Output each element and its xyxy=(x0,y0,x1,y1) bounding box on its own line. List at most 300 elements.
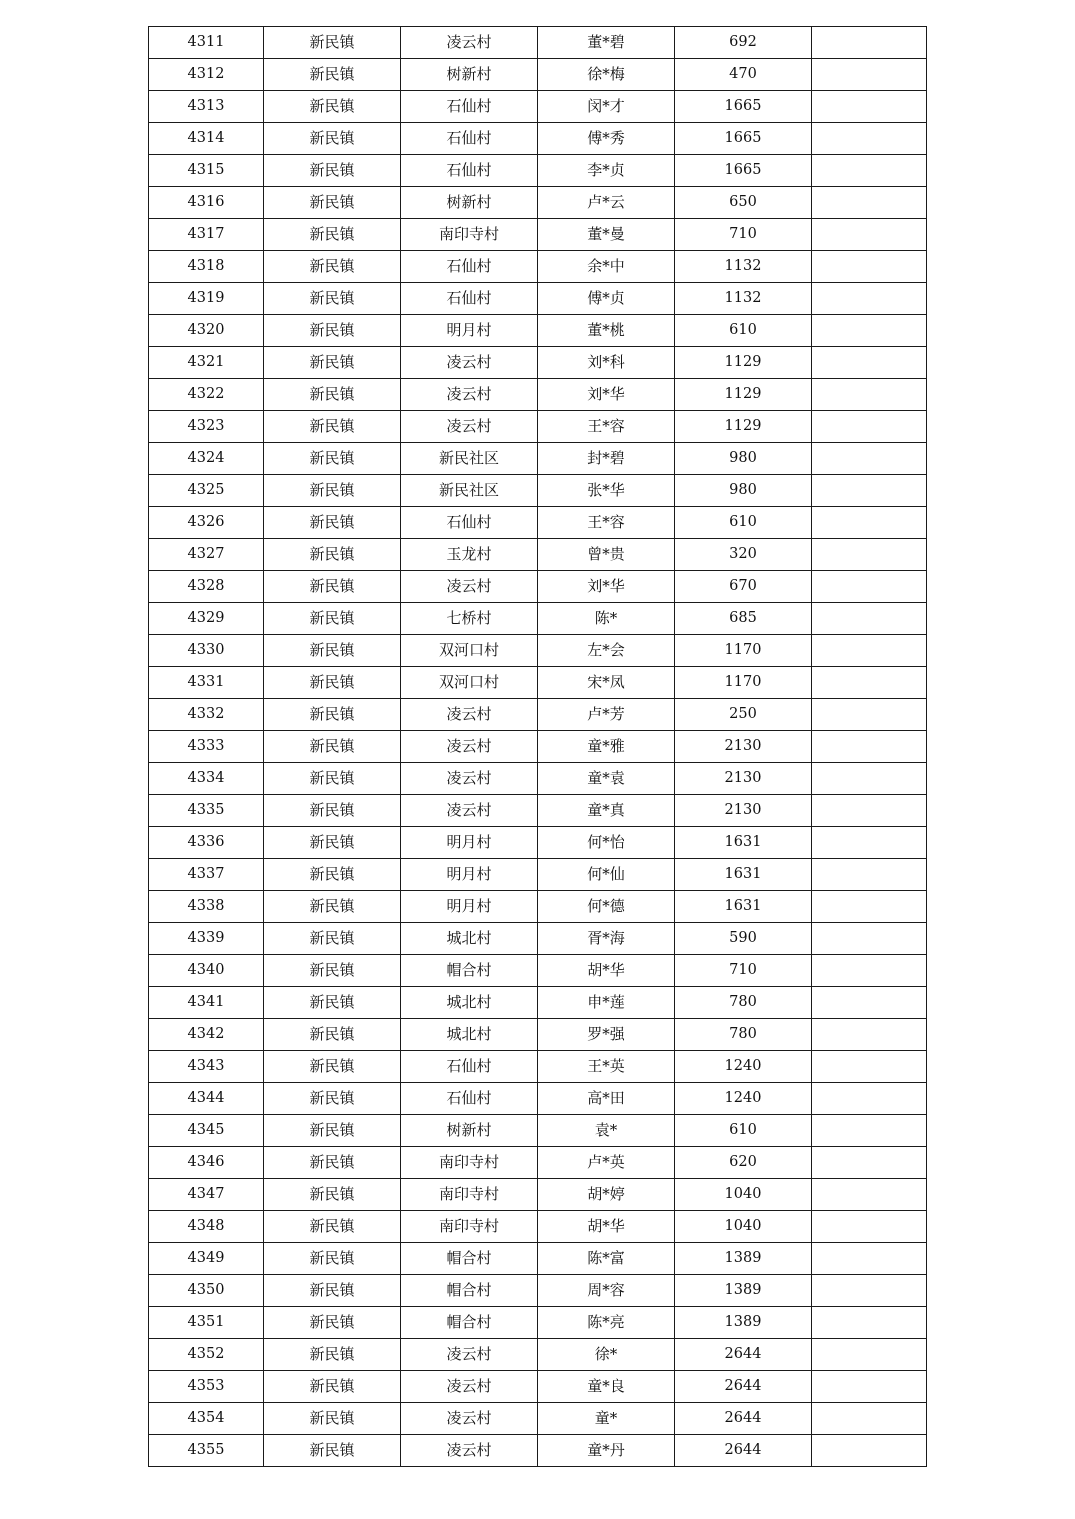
village-cell: 树新村 xyxy=(401,187,538,219)
town-cell: 新民镇 xyxy=(264,507,401,539)
amount-cell: 1040 xyxy=(675,1211,812,1243)
table-row xyxy=(149,1243,927,1275)
town-cell: 新民镇 xyxy=(264,1051,401,1083)
name-cell: 董*碧 xyxy=(538,27,675,59)
amount-cell: 1129 xyxy=(675,411,812,443)
town-cell: 新民镇 xyxy=(264,1211,401,1243)
village-cell: 石仙村 xyxy=(401,1051,538,1083)
town-cell: 新民镇 xyxy=(264,731,401,763)
serial-number-cell: 4314 xyxy=(149,123,264,155)
town-cell: 新民镇 xyxy=(264,1307,401,1339)
table-row xyxy=(149,891,927,923)
table-row xyxy=(149,1179,927,1211)
serial-number-cell: 4340 xyxy=(149,955,264,987)
name-cell: 童*袁 xyxy=(538,763,675,795)
serial-number-cell: 4338 xyxy=(149,891,264,923)
table-row xyxy=(149,411,927,443)
remark-cell xyxy=(812,123,927,155)
name-cell: 宋*凤 xyxy=(538,667,675,699)
name-cell: 童*丹 xyxy=(538,1435,675,1467)
name-cell: 何*德 xyxy=(538,891,675,923)
serial-number-cell: 4355 xyxy=(149,1435,264,1467)
remark-cell xyxy=(812,283,927,315)
village-cell: 凌云村 xyxy=(401,27,538,59)
village-cell: 双河口村 xyxy=(401,635,538,667)
amount-cell: 610 xyxy=(675,315,812,347)
town-cell: 新民镇 xyxy=(264,1435,401,1467)
village-cell: 凌云村 xyxy=(401,763,538,795)
village-cell: 南印寺村 xyxy=(401,1211,538,1243)
remark-cell xyxy=(812,859,927,891)
town-cell: 新民镇 xyxy=(264,443,401,475)
town-cell: 新民镇 xyxy=(264,219,401,251)
table-row xyxy=(149,1307,927,1339)
amount-cell: 2644 xyxy=(675,1339,812,1371)
table-row xyxy=(149,1275,927,1307)
remark-cell xyxy=(812,1275,927,1307)
amount-cell: 780 xyxy=(675,987,812,1019)
name-cell: 申*莲 xyxy=(538,987,675,1019)
remark-cell xyxy=(812,379,927,411)
remark-cell xyxy=(812,187,927,219)
table-container xyxy=(148,26,927,1467)
name-cell: 封*碧 xyxy=(538,443,675,475)
village-cell: 凌云村 xyxy=(401,411,538,443)
table-row xyxy=(149,859,927,891)
town-cell: 新民镇 xyxy=(264,795,401,827)
amount-cell: 1665 xyxy=(675,155,812,187)
village-cell: 石仙村 xyxy=(401,251,538,283)
village-cell: 凌云村 xyxy=(401,795,538,827)
serial-number-cell: 4353 xyxy=(149,1371,264,1403)
town-cell: 新民镇 xyxy=(264,187,401,219)
village-cell: 凌云村 xyxy=(401,347,538,379)
village-cell: 明月村 xyxy=(401,891,538,923)
serial-number-cell: 4311 xyxy=(149,27,264,59)
remark-cell xyxy=(812,763,927,795)
town-cell: 新民镇 xyxy=(264,347,401,379)
village-cell: 帽合村 xyxy=(401,1243,538,1275)
serial-number-cell: 4337 xyxy=(149,859,264,891)
serial-number-cell: 4331 xyxy=(149,667,264,699)
remark-cell xyxy=(812,1147,927,1179)
name-cell: 傅*秀 xyxy=(538,123,675,155)
table-row xyxy=(149,699,927,731)
town-cell: 新民镇 xyxy=(264,59,401,91)
serial-number-cell: 4318 xyxy=(149,251,264,283)
serial-number-cell: 4325 xyxy=(149,475,264,507)
name-cell: 卢*云 xyxy=(538,187,675,219)
town-cell: 新民镇 xyxy=(264,1339,401,1371)
town-cell: 新民镇 xyxy=(264,379,401,411)
remark-cell xyxy=(812,1115,927,1147)
serial-number-cell: 4348 xyxy=(149,1211,264,1243)
amount-cell: 590 xyxy=(675,923,812,955)
remark-cell xyxy=(812,315,927,347)
serial-number-cell: 4341 xyxy=(149,987,264,1019)
name-cell: 何*怡 xyxy=(538,827,675,859)
remark-cell xyxy=(812,795,927,827)
village-cell: 凌云村 xyxy=(401,379,538,411)
remark-cell xyxy=(812,411,927,443)
amount-cell: 1170 xyxy=(675,635,812,667)
name-cell: 童*雅 xyxy=(538,731,675,763)
town-cell: 新民镇 xyxy=(264,539,401,571)
town-cell: 新民镇 xyxy=(264,923,401,955)
remark-cell xyxy=(812,667,927,699)
remark-cell xyxy=(812,1435,927,1467)
town-cell: 新民镇 xyxy=(264,859,401,891)
amount-cell: 710 xyxy=(675,219,812,251)
serial-number-cell: 4327 xyxy=(149,539,264,571)
town-cell: 新民镇 xyxy=(264,1371,401,1403)
serial-number-cell: 4345 xyxy=(149,1115,264,1147)
amount-cell: 980 xyxy=(675,475,812,507)
town-cell: 新民镇 xyxy=(264,1179,401,1211)
amount-cell: 2130 xyxy=(675,731,812,763)
village-cell: 石仙村 xyxy=(401,123,538,155)
table-row xyxy=(149,1083,927,1115)
serial-number-cell: 4316 xyxy=(149,187,264,219)
amount-cell: 1040 xyxy=(675,1179,812,1211)
village-cell: 凌云村 xyxy=(401,1371,538,1403)
village-cell: 城北村 xyxy=(401,987,538,1019)
serial-number-cell: 4312 xyxy=(149,59,264,91)
town-cell: 新民镇 xyxy=(264,667,401,699)
village-cell: 石仙村 xyxy=(401,91,538,123)
remark-cell xyxy=(812,475,927,507)
table-row xyxy=(149,1051,927,1083)
serial-number-cell: 4347 xyxy=(149,1179,264,1211)
remark-cell xyxy=(812,507,927,539)
town-cell: 新民镇 xyxy=(264,1115,401,1147)
remark-cell xyxy=(812,251,927,283)
village-cell: 凌云村 xyxy=(401,1339,538,1371)
table-row xyxy=(149,1339,927,1371)
amount-cell: 685 xyxy=(675,603,812,635)
name-cell: 董*桃 xyxy=(538,315,675,347)
amount-cell: 610 xyxy=(675,1115,812,1147)
name-cell: 胡*婷 xyxy=(538,1179,675,1211)
serial-number-cell: 4326 xyxy=(149,507,264,539)
remark-cell xyxy=(812,987,927,1019)
town-cell: 新民镇 xyxy=(264,1403,401,1435)
village-cell: 石仙村 xyxy=(401,155,538,187)
table-row xyxy=(149,315,927,347)
name-cell: 徐* xyxy=(538,1339,675,1371)
serial-number-cell: 4320 xyxy=(149,315,264,347)
name-cell: 童*良 xyxy=(538,1371,675,1403)
name-cell: 王*容 xyxy=(538,411,675,443)
town-cell: 新民镇 xyxy=(264,763,401,795)
serial-number-cell: 4313 xyxy=(149,91,264,123)
serial-number-cell: 4336 xyxy=(149,827,264,859)
town-cell: 新民镇 xyxy=(264,91,401,123)
remark-cell xyxy=(812,1403,927,1435)
serial-number-cell: 4343 xyxy=(149,1051,264,1083)
town-cell: 新民镇 xyxy=(264,1147,401,1179)
name-cell: 李*贞 xyxy=(538,155,675,187)
serial-number-cell: 4350 xyxy=(149,1275,264,1307)
data-table xyxy=(148,26,927,1467)
remark-cell xyxy=(812,1179,927,1211)
amount-cell: 2644 xyxy=(675,1435,812,1467)
town-cell: 新民镇 xyxy=(264,475,401,507)
amount-cell: 780 xyxy=(675,1019,812,1051)
amount-cell: 2130 xyxy=(675,795,812,827)
amount-cell: 692 xyxy=(675,27,812,59)
name-cell: 张*华 xyxy=(538,475,675,507)
table-row xyxy=(149,1371,927,1403)
table-row xyxy=(149,91,927,123)
table-row xyxy=(149,731,927,763)
remark-cell xyxy=(812,1339,927,1371)
name-cell: 袁* xyxy=(538,1115,675,1147)
town-cell: 新民镇 xyxy=(264,635,401,667)
amount-cell: 1665 xyxy=(675,91,812,123)
village-cell: 双河口村 xyxy=(401,667,538,699)
amount-cell: 610 xyxy=(675,507,812,539)
name-cell: 董*曼 xyxy=(538,219,675,251)
name-cell: 胡*华 xyxy=(538,1211,675,1243)
remark-cell xyxy=(812,443,927,475)
table-row xyxy=(149,763,927,795)
town-cell: 新民镇 xyxy=(264,827,401,859)
village-cell: 帽合村 xyxy=(401,1275,538,1307)
amount-cell: 1389 xyxy=(675,1243,812,1275)
name-cell: 王*英 xyxy=(538,1051,675,1083)
serial-number-cell: 4344 xyxy=(149,1083,264,1115)
amount-cell: 2644 xyxy=(675,1371,812,1403)
name-cell: 卢*英 xyxy=(538,1147,675,1179)
table-row xyxy=(149,603,927,635)
remark-cell xyxy=(812,827,927,859)
serial-number-cell: 4323 xyxy=(149,411,264,443)
serial-number-cell: 4321 xyxy=(149,347,264,379)
remark-cell xyxy=(812,1243,927,1275)
name-cell: 胥*海 xyxy=(538,923,675,955)
town-cell: 新民镇 xyxy=(264,1275,401,1307)
table-row xyxy=(149,283,927,315)
name-cell: 刘*华 xyxy=(538,379,675,411)
serial-number-cell: 4335 xyxy=(149,795,264,827)
table-row xyxy=(149,795,927,827)
table-row xyxy=(149,1147,927,1179)
remark-cell xyxy=(812,923,927,955)
name-cell: 陈*富 xyxy=(538,1243,675,1275)
village-cell: 石仙村 xyxy=(401,507,538,539)
name-cell: 罗*强 xyxy=(538,1019,675,1051)
town-cell: 新民镇 xyxy=(264,1083,401,1115)
amount-cell: 620 xyxy=(675,1147,812,1179)
amount-cell: 2644 xyxy=(675,1403,812,1435)
village-cell: 凌云村 xyxy=(401,571,538,603)
amount-cell: 1129 xyxy=(675,379,812,411)
name-cell: 左*会 xyxy=(538,635,675,667)
name-cell: 王*容 xyxy=(538,507,675,539)
village-cell: 凌云村 xyxy=(401,731,538,763)
amount-cell: 670 xyxy=(675,571,812,603)
village-cell: 凌云村 xyxy=(401,699,538,731)
table-row xyxy=(149,955,927,987)
serial-number-cell: 4315 xyxy=(149,155,264,187)
town-cell: 新民镇 xyxy=(264,283,401,315)
remark-cell xyxy=(812,1211,927,1243)
serial-number-cell: 4324 xyxy=(149,443,264,475)
town-cell: 新民镇 xyxy=(264,27,401,59)
name-cell: 卢*芳 xyxy=(538,699,675,731)
table-row xyxy=(149,827,927,859)
village-cell: 凌云村 xyxy=(401,1435,538,1467)
table-row xyxy=(149,59,927,91)
village-cell: 玉龙村 xyxy=(401,539,538,571)
table-row xyxy=(149,539,927,571)
table-row xyxy=(149,219,927,251)
serial-number-cell: 4342 xyxy=(149,1019,264,1051)
town-cell: 新民镇 xyxy=(264,1243,401,1275)
name-cell: 高*田 xyxy=(538,1083,675,1115)
serial-number-cell: 4349 xyxy=(149,1243,264,1275)
serial-number-cell: 4317 xyxy=(149,219,264,251)
name-cell: 童*真 xyxy=(538,795,675,827)
remark-cell xyxy=(812,27,927,59)
table-row xyxy=(149,27,927,59)
remark-cell xyxy=(812,1019,927,1051)
name-cell: 童* xyxy=(538,1403,675,1435)
remark-cell xyxy=(812,1083,927,1115)
town-cell: 新民镇 xyxy=(264,1019,401,1051)
serial-number-cell: 4329 xyxy=(149,603,264,635)
village-cell: 凌云村 xyxy=(401,1403,538,1435)
table-row xyxy=(149,123,927,155)
village-cell: 南印寺村 xyxy=(401,1179,538,1211)
village-cell: 明月村 xyxy=(401,827,538,859)
town-cell: 新民镇 xyxy=(264,603,401,635)
table-row xyxy=(149,987,927,1019)
name-cell: 余*中 xyxy=(538,251,675,283)
amount-cell: 1240 xyxy=(675,1051,812,1083)
table-body xyxy=(149,27,927,1467)
village-cell: 城北村 xyxy=(401,1019,538,1051)
table-row xyxy=(149,667,927,699)
village-cell: 明月村 xyxy=(401,859,538,891)
remark-cell xyxy=(812,155,927,187)
name-cell: 闵*才 xyxy=(538,91,675,123)
name-cell: 刘*科 xyxy=(538,347,675,379)
table-row xyxy=(149,1019,927,1051)
remark-cell xyxy=(812,347,927,379)
amount-cell: 710 xyxy=(675,955,812,987)
serial-number-cell: 4330 xyxy=(149,635,264,667)
name-cell: 陈*亮 xyxy=(538,1307,675,1339)
town-cell: 新民镇 xyxy=(264,251,401,283)
amount-cell: 1129 xyxy=(675,347,812,379)
table-row xyxy=(149,155,927,187)
village-cell: 石仙村 xyxy=(401,1083,538,1115)
town-cell: 新民镇 xyxy=(264,315,401,347)
table-row xyxy=(149,923,927,955)
amount-cell: 1240 xyxy=(675,1083,812,1115)
remark-cell xyxy=(812,571,927,603)
village-cell: 明月村 xyxy=(401,315,538,347)
name-cell: 徐*梅 xyxy=(538,59,675,91)
amount-cell: 1132 xyxy=(675,283,812,315)
amount-cell: 250 xyxy=(675,699,812,731)
name-cell: 胡*华 xyxy=(538,955,675,987)
town-cell: 新民镇 xyxy=(264,891,401,923)
remark-cell xyxy=(812,891,927,923)
amount-cell: 2130 xyxy=(675,763,812,795)
serial-number-cell: 4322 xyxy=(149,379,264,411)
table-row xyxy=(149,187,927,219)
remark-cell xyxy=(812,91,927,123)
town-cell: 新民镇 xyxy=(264,155,401,187)
name-cell: 周*容 xyxy=(538,1275,675,1307)
table-row xyxy=(149,571,927,603)
village-cell: 新民社区 xyxy=(401,443,538,475)
remark-cell xyxy=(812,219,927,251)
remark-cell xyxy=(812,635,927,667)
name-cell: 傅*贞 xyxy=(538,283,675,315)
remark-cell xyxy=(812,1307,927,1339)
remark-cell xyxy=(812,1051,927,1083)
village-cell: 新民社区 xyxy=(401,475,538,507)
amount-cell: 650 xyxy=(675,187,812,219)
amount-cell: 1132 xyxy=(675,251,812,283)
serial-number-cell: 4332 xyxy=(149,699,264,731)
name-cell: 何*仙 xyxy=(538,859,675,891)
serial-number-cell: 4351 xyxy=(149,1307,264,1339)
remark-cell xyxy=(812,603,927,635)
village-cell: 城北村 xyxy=(401,923,538,955)
table-row xyxy=(149,1211,927,1243)
name-cell: 曾*贵 xyxy=(538,539,675,571)
amount-cell: 1665 xyxy=(675,123,812,155)
amount-cell: 320 xyxy=(675,539,812,571)
table-row xyxy=(149,379,927,411)
village-cell: 树新村 xyxy=(401,1115,538,1147)
town-cell: 新民镇 xyxy=(264,411,401,443)
serial-number-cell: 4334 xyxy=(149,763,264,795)
amount-cell: 980 xyxy=(675,443,812,475)
amount-cell: 1170 xyxy=(675,667,812,699)
village-cell: 帽合村 xyxy=(401,1307,538,1339)
serial-number-cell: 4328 xyxy=(149,571,264,603)
remark-cell xyxy=(812,59,927,91)
table-row xyxy=(149,443,927,475)
amount-cell: 1631 xyxy=(675,859,812,891)
serial-number-cell: 4352 xyxy=(149,1339,264,1371)
town-cell: 新民镇 xyxy=(264,571,401,603)
serial-number-cell: 4346 xyxy=(149,1147,264,1179)
table-row xyxy=(149,347,927,379)
serial-number-cell: 4319 xyxy=(149,283,264,315)
town-cell: 新民镇 xyxy=(264,123,401,155)
table-row xyxy=(149,1115,927,1147)
amount-cell: 470 xyxy=(675,59,812,91)
amount-cell: 1389 xyxy=(675,1307,812,1339)
amount-cell: 1631 xyxy=(675,827,812,859)
remark-cell xyxy=(812,955,927,987)
remark-cell xyxy=(812,539,927,571)
table-row xyxy=(149,507,927,539)
village-cell: 帽合村 xyxy=(401,955,538,987)
village-cell: 南印寺村 xyxy=(401,219,538,251)
town-cell: 新民镇 xyxy=(264,699,401,731)
table-row xyxy=(149,475,927,507)
remark-cell xyxy=(812,699,927,731)
serial-number-cell: 4354 xyxy=(149,1403,264,1435)
